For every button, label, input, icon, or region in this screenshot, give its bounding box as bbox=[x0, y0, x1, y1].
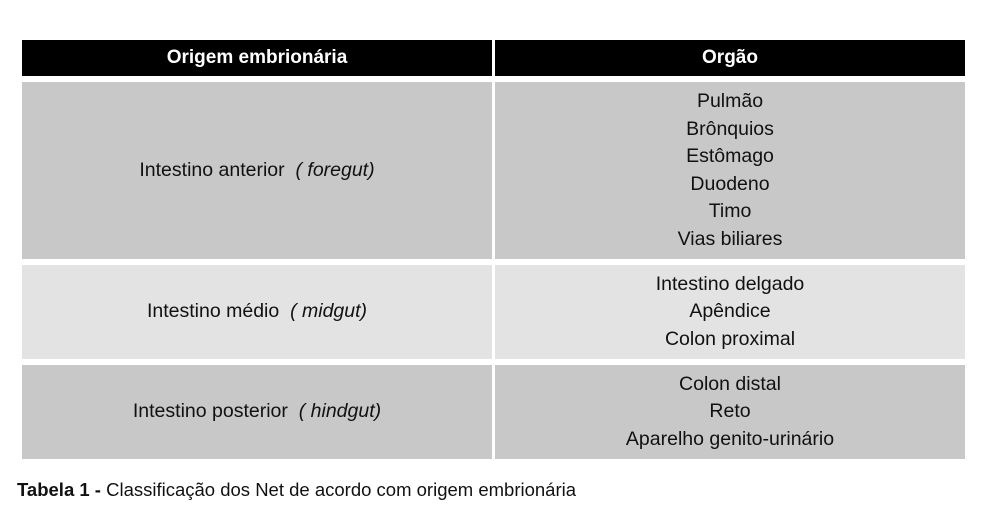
organ-item: Apêndice bbox=[689, 300, 771, 323]
organ-item: Duodeno bbox=[690, 172, 770, 195]
organ-item: Intestino delgado bbox=[655, 272, 805, 295]
origin-cell bbox=[22, 265, 492, 359]
organ-item: Timo bbox=[708, 200, 752, 222]
classification-table-container bbox=[22, 40, 968, 465]
table-row bbox=[22, 82, 965, 259]
organ-cell bbox=[495, 365, 965, 459]
table-row bbox=[22, 365, 965, 459]
organ-item: Colon proximal bbox=[664, 327, 796, 350]
organ-cell bbox=[495, 265, 965, 359]
origin-cell bbox=[22, 82, 492, 259]
origin-name: Intestino médio bbox=[146, 300, 280, 323]
header-organ: Orgão bbox=[495, 40, 965, 76]
organ-item: Brônquios bbox=[686, 117, 774, 140]
origin-name: Intestino anterior bbox=[139, 158, 285, 181]
organ-item: Estômago bbox=[686, 145, 774, 167]
table-header-row bbox=[22, 40, 965, 76]
classification-table bbox=[19, 34, 968, 465]
table-row bbox=[22, 265, 965, 359]
table-caption bbox=[17, 479, 576, 501]
origin-term: ( midgut) bbox=[290, 300, 368, 323]
organ-item: Vias biliares bbox=[677, 227, 783, 250]
caption-label: Tabela 1 - bbox=[17, 479, 101, 500]
organ-item: Pulmão bbox=[696, 90, 764, 112]
origin-name: Intestino posterior bbox=[132, 400, 288, 423]
organ-cell bbox=[495, 82, 965, 259]
organ-item: Colon distal bbox=[679, 372, 781, 395]
organ-item: Aparelho genito-urinário bbox=[625, 427, 835, 450]
organ-item: Reto bbox=[709, 400, 751, 423]
origin-term: ( hindgut) bbox=[298, 400, 382, 423]
header-origin: Origem embrionária bbox=[22, 40, 492, 76]
caption-text: Classificação dos Net de acordo com origem embrionária bbox=[100, 479, 577, 500]
origin-cell bbox=[22, 365, 492, 459]
origin-term: ( foregut) bbox=[295, 158, 375, 181]
